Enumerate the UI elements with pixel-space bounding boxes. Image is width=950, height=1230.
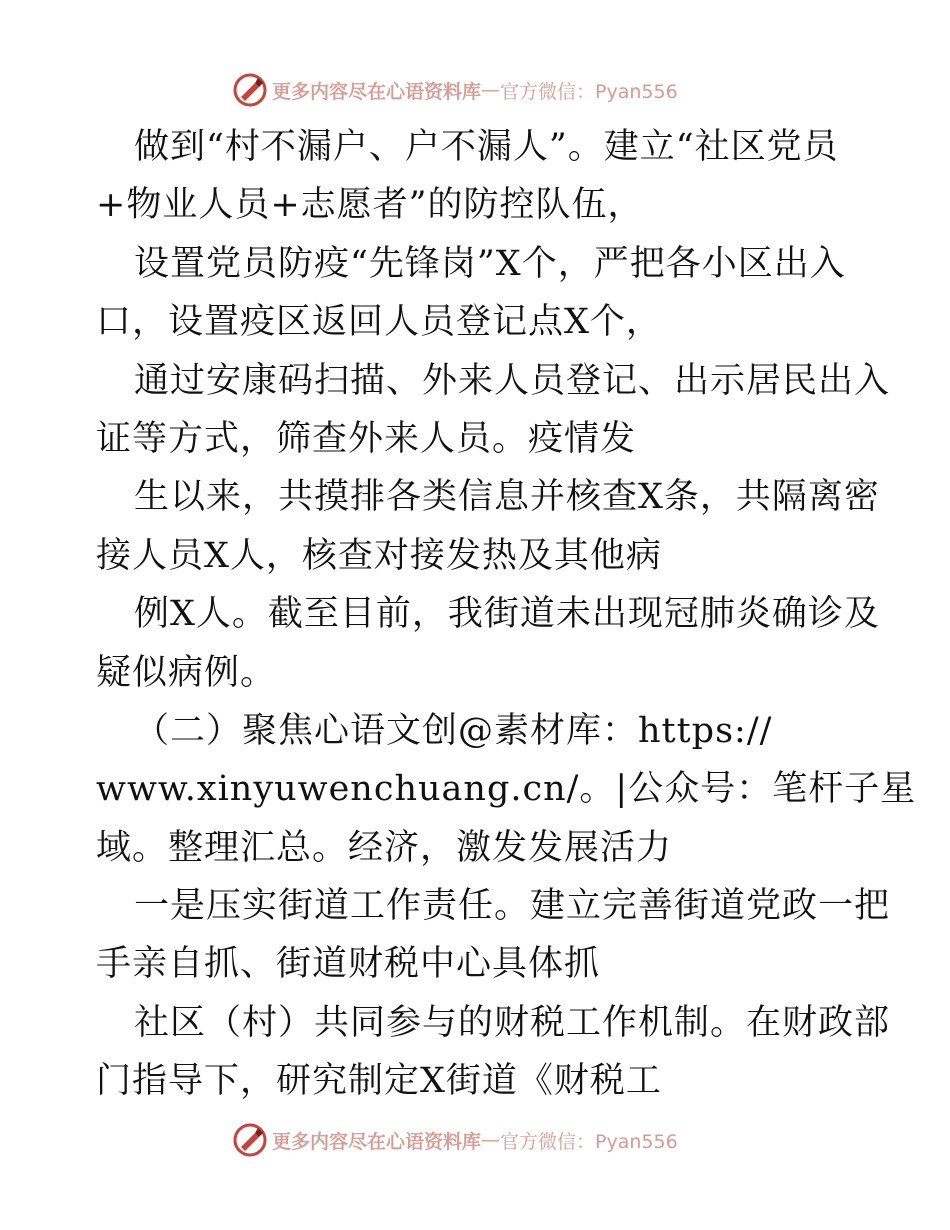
paragraph-line: 接人员X人，核查对接发热及其他病 [96, 535, 662, 576]
paragraph-line: 手亲自抓、街道财税中心具体抓 [96, 944, 601, 985]
paragraph-line: 疑似病例。 [96, 652, 277, 693]
paragraph-line: 做到“村不漏户、户不漏人”。建立“社区党员 [134, 127, 839, 167]
watermark-wechat: 官方微信：Pyan556 [500, 80, 678, 103]
paragraph-line: 域。整理汇总。经济，激发发展活力 [96, 827, 673, 868]
paragraph-line: 社区（村）共同参与的财税工作机制。在财政部 [134, 1002, 891, 1043]
logo-icon [232, 1122, 268, 1158]
watermark-dash: — [481, 79, 501, 101]
watermark-footer [232, 1120, 678, 1160]
paragraph-line: +物业人员+志愿者”的防控队伍， [96, 185, 644, 226]
paragraph-line: 设置党员防疫“先锋岗”X个，严把各小区出入 [134, 243, 846, 284]
watermark-wechat: 官方微信：Pyan556 [500, 1130, 678, 1153]
paragraph-line: www.xinyuwenchuang.cn/。|公众号：笔杆子星 [96, 769, 917, 810]
watermark-dash: — [481, 1129, 501, 1151]
paragraph-line: 生以来，共摸排各类信息并核查X条，共隔离密 [134, 477, 880, 518]
paragraph-line: 口，设置疫区返回人员登记点X个， [96, 302, 662, 343]
document-body [96, 118, 917, 1111]
paragraph-line: 例X人。截至目前，我街道未出现冠肺炎确诊及 [134, 594, 880, 635]
paragraph-line: 通过安康码扫描、外来人员登记、出示居民出入 [134, 360, 891, 401]
logo-icon [232, 72, 268, 108]
paragraph-line: 一是压实街道工作责任。建立完善街道党政一把 [134, 886, 891, 927]
paragraph-line: （二）聚焦心语文创@素材库：https:// [134, 710, 773, 751]
paragraph-line: 证等方式，筛查外来人员。疫情发 [96, 418, 637, 459]
watermark-text: 更多内容尽在心语资料库 [272, 80, 482, 103]
watermark-text: 更多内容尽在心语资料库 [272, 1130, 482, 1153]
paragraph-line: 门指导下，研究制定X街道《财税工 [96, 1061, 662, 1102]
watermark-header [232, 70, 678, 110]
